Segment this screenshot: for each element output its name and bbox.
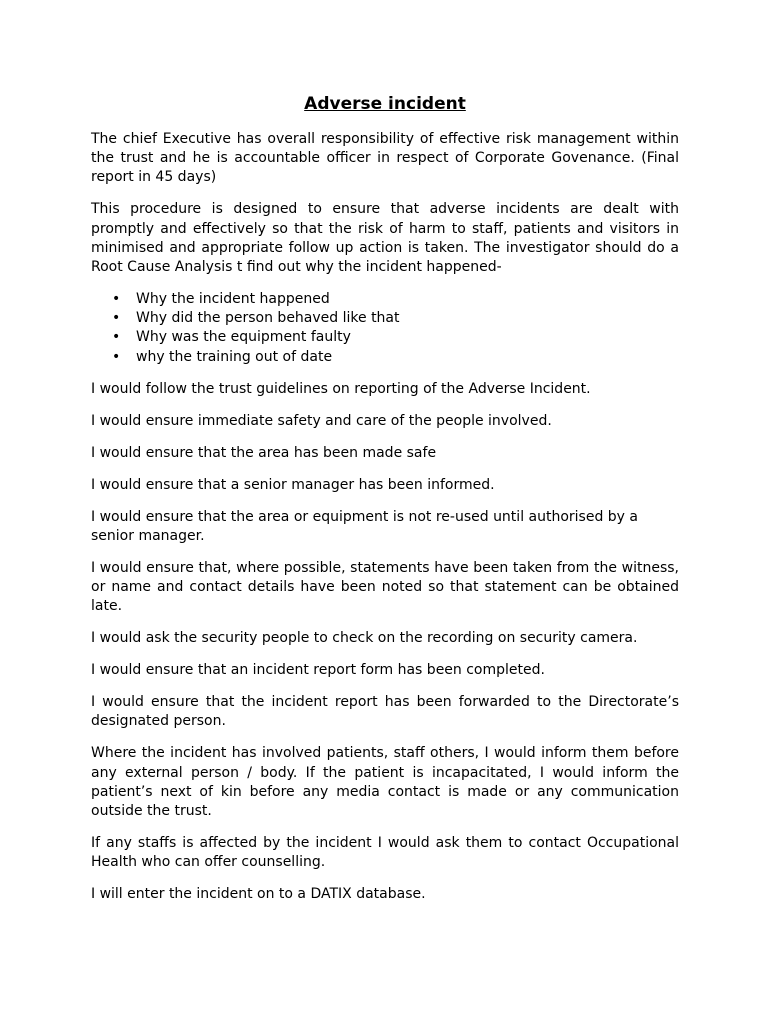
body-paragraph: I would ensure that, where possible, statements have been taken from the witness, or name and contact details have been noted so that statement can be obtained late. xyxy=(91,559,679,615)
list-item-text: Why did the person behaved like that xyxy=(136,310,400,327)
body-paragraph: Where the incident has involved patients, staff others, I would inform them before any external person / body. If the patient is incapacitated, I would inform the patient’s next of kin before any media contact is made or any communication outside the trust. xyxy=(91,745,679,820)
document-title: Adverse incident xyxy=(304,94,466,114)
list-item xyxy=(91,290,679,309)
intro-paragraph: This procedure is designed to ensure that adverse incidents are dealt with promptly and effectively so that the risk of harm to staff, patients and visitors in minimised and appropriate follow up action is taken. The investigator should do a Root Cause Analysis t find out why the incident happened- xyxy=(91,201,679,276)
bullet-icon: • xyxy=(112,348,121,365)
list-item-text: why the training out of date xyxy=(136,348,333,365)
body-paragraph: I would ensure that an incident report form has been completed. xyxy=(91,662,545,679)
body-paragraph: I would ensure immediate safety and care of the people involved. xyxy=(91,412,552,429)
body-paragraph: If any staffs is affected by the incident I would ask them to contact Occupational Health who can offer counselling. xyxy=(91,835,679,871)
bullet-icon: • xyxy=(112,329,121,346)
bullet-icon: • xyxy=(112,310,121,327)
body-paragraph: I will enter the incident on to a DATIX database. xyxy=(91,886,426,903)
intro-paragraph: The chief Executive has overall responsibility of effective risk management within the trust and he is accountable officer in respect of Corporate Govenance. (Final report in 45 days) xyxy=(91,131,679,186)
document-page xyxy=(91,92,679,917)
root-cause-list xyxy=(91,290,679,367)
list-item-text: Why was the equipment faulty xyxy=(136,329,351,346)
body-paragraph: I would ensure that the area or equipment is not re-used until authorised by a senior manager. xyxy=(91,508,638,544)
body-paragraph: I would follow the trust guidelines on reporting of the Adverse Incident. xyxy=(91,380,591,397)
list-item-text: Why the incident happened xyxy=(136,291,330,308)
body-paragraph: I would ensure that the incident report has been forwarded to the Directorate’s designated person. xyxy=(91,694,679,730)
body-paragraph: I would ensure that the area has been made safe xyxy=(91,444,437,461)
body-paragraph: I would ask the security people to check on the recording on security camera. xyxy=(91,630,638,647)
list-item xyxy=(91,309,679,328)
list-item xyxy=(91,328,679,347)
bullet-icon: • xyxy=(112,291,121,308)
list-item xyxy=(91,348,679,367)
body-paragraph: I would ensure that a senior manager has been informed. xyxy=(91,476,495,493)
